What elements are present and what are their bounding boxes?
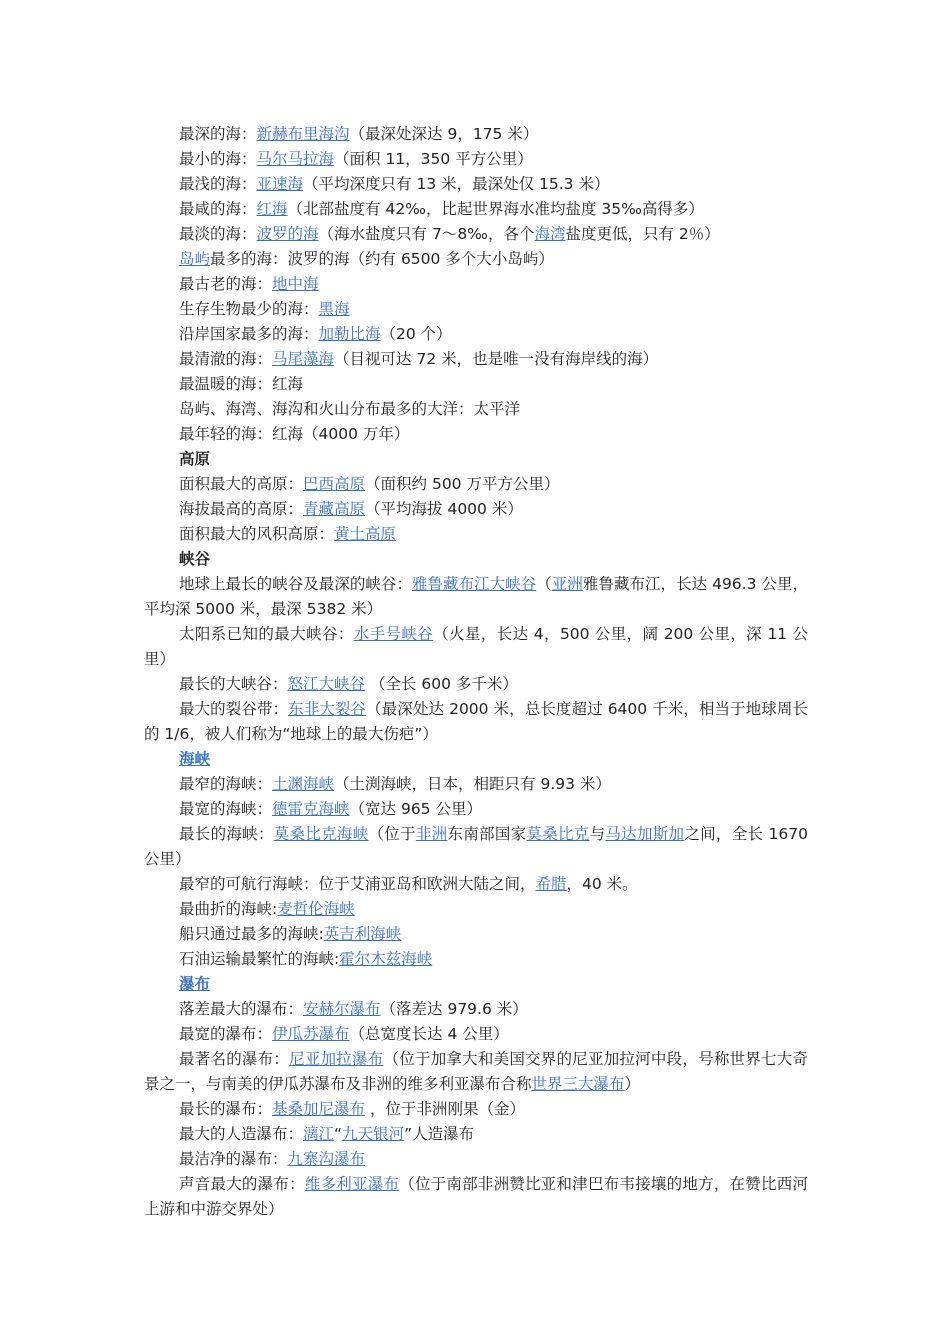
seas-line bbox=[0, 297, 950, 322]
line-text: 东南部国家 bbox=[447, 825, 527, 843]
entry-link[interactable]: 青藏高原 bbox=[303, 500, 366, 518]
entry-link[interactable]: 维多利亚瀑布 bbox=[304, 1175, 400, 1193]
entry-link[interactable]: 麦哲伦海峡 bbox=[277, 900, 355, 918]
seas-line bbox=[0, 222, 950, 247]
entry-link[interactable]: 希腊 bbox=[535, 875, 567, 893]
seas-line bbox=[0, 397, 950, 422]
canyons-line bbox=[0, 672, 950, 697]
line-text: （土渕海峡，日本，相距只有 9.93 米） bbox=[334, 775, 611, 793]
seas-line bbox=[0, 372, 950, 397]
line-text: 石油运输最繁忙的海峡: bbox=[179, 950, 340, 968]
entry-link[interactable]: 莫桑比克海峡 bbox=[273, 825, 369, 843]
straits-line bbox=[0, 797, 950, 822]
line-text: 声音最大的瀑布： bbox=[179, 1175, 305, 1193]
line-text: 最大的裂谷带： bbox=[179, 700, 289, 718]
line-text: （全长 600 多千米） bbox=[365, 675, 518, 693]
document-page bbox=[0, 122, 950, 1222]
line-text: 最曲折的海峡: bbox=[179, 900, 278, 918]
waterfalls-section bbox=[0, 997, 950, 1222]
seas-line bbox=[0, 197, 950, 222]
entry-link[interactable]: 亚洲 bbox=[551, 575, 583, 593]
line-text: 最咸的海： bbox=[179, 200, 257, 218]
line-text: （位于加拿大和美国交界的尼亚加拉河中段，号称世界七大奇景之一，与南美的伊瓜苏瀑布及非洲的维多利亚瀑布合称 bbox=[144, 1050, 808, 1093]
straits-line bbox=[0, 772, 950, 797]
line-text: （20 个） bbox=[380, 325, 452, 343]
seas-line bbox=[0, 422, 950, 447]
entry-link[interactable]: 马尾藻海 bbox=[272, 350, 335, 368]
line-text: 地球上最长的峡谷及最深的峡谷： bbox=[179, 575, 412, 593]
line-text: （面积约 500 万平方公里） bbox=[365, 475, 560, 493]
line-text: 之间，全长 1670 公里） bbox=[144, 825, 808, 868]
entry-link[interactable]: 安赫尔瀑布 bbox=[303, 1000, 381, 1018]
plateaus-line bbox=[0, 522, 950, 547]
waterfalls-line bbox=[0, 1147, 950, 1172]
straits-line bbox=[0, 872, 950, 897]
line-text: 最长的大峡谷： bbox=[179, 675, 288, 693]
entry-link[interactable]: 土渊海峡 bbox=[272, 775, 335, 793]
section-heading-canyon: 峡谷 bbox=[179, 550, 211, 568]
entry-link[interactable]: 岛屿 bbox=[179, 250, 211, 268]
line-text: 最长的海峡： bbox=[179, 825, 274, 843]
seas-line bbox=[0, 272, 950, 297]
seas-line bbox=[0, 147, 950, 172]
line-text: 盐度更低，只有 2％） bbox=[565, 225, 720, 243]
straits-line bbox=[0, 822, 950, 872]
waterfalls-line bbox=[0, 1047, 950, 1097]
section-heading-strait[interactable]: 海峡 bbox=[179, 750, 211, 768]
line-text: （最深处达 2000 米，总长度超过 6400 千米，相当于地球周长的 1/6，被人们称为“地球上的最大伤疤”） bbox=[144, 700, 808, 743]
entry-link[interactable]: 尼亚加拉瀑布 bbox=[289, 1050, 384, 1068]
line-text: 最古老的海： bbox=[179, 275, 273, 293]
straits-line bbox=[0, 897, 950, 922]
line-text: 面积最大的风积高原： bbox=[179, 525, 335, 543]
line-text: 船只通过最多的海峡: bbox=[179, 925, 324, 943]
waterfalls-line bbox=[0, 997, 950, 1022]
canyons-line bbox=[0, 697, 950, 747]
entry-link[interactable]: 漓江 bbox=[303, 1125, 335, 1143]
line-text: （平均深度只有 13 米，最深处仅 15.3 米） bbox=[303, 175, 610, 193]
line-text: 最窄的可航行海峡：位于艾浦亚岛和欧洲大陆之间， bbox=[179, 875, 536, 893]
entry-link[interactable]: 马达加斯加 bbox=[605, 825, 685, 843]
canyons-line bbox=[0, 572, 950, 622]
entry-link[interactable]: 地中海 bbox=[272, 275, 319, 293]
entry-link[interactable]: 红海 bbox=[256, 200, 288, 218]
section-heading-waterfall[interactable]: 瀑布 bbox=[179, 975, 211, 993]
seas-line bbox=[0, 122, 950, 147]
line-text: 最清澈的海： bbox=[179, 350, 273, 368]
canyons-line bbox=[0, 622, 950, 672]
line-text: ） bbox=[624, 1075, 641, 1093]
line-text: （平均海拔 4000 米） bbox=[365, 500, 523, 518]
entry-link[interactable]: 加勒比海 bbox=[318, 325, 381, 343]
entry-link[interactable]: 怒江大峡谷 bbox=[287, 675, 366, 693]
line-text: 太阳系已知的最大峡谷： bbox=[179, 625, 354, 643]
entry-link[interactable]: 伊瓜苏瀑布 bbox=[272, 1025, 350, 1043]
entry-link[interactable]: 雅鲁藏布江大峡谷 bbox=[411, 575, 537, 593]
seas-line bbox=[0, 172, 950, 197]
line-text: 最年轻的海：红海（4000 万年） bbox=[179, 425, 410, 443]
entry-link[interactable]: 霍尔木兹海峡 bbox=[339, 950, 433, 968]
straits-line bbox=[0, 947, 950, 972]
line-text: 雅鲁藏布江，长达 496.3 公里，平均深 5000 米，最深 5382 米） bbox=[144, 575, 808, 618]
line-text: （火星，长达 4，500 公里，阔 200 公里，深 11 公里） bbox=[144, 625, 808, 668]
entry-link[interactable]: 巴西高原 bbox=[303, 475, 366, 493]
line-text: ”人造瀑布 bbox=[404, 1125, 475, 1143]
plateaus-line bbox=[0, 472, 950, 497]
entry-link[interactable]: 九寨沟瀑布 bbox=[287, 1150, 366, 1168]
line-text: 与 bbox=[589, 825, 606, 843]
line-text: 最长的瀑布： bbox=[179, 1100, 273, 1118]
entry-link[interactable]: 水手号峡谷 bbox=[353, 625, 434, 643]
entry-link[interactable]: 东非大裂谷 bbox=[288, 700, 367, 718]
waterfalls-line bbox=[0, 1097, 950, 1122]
entry-link[interactable]: 黄土高原 bbox=[334, 525, 397, 543]
line-text: 最深的海： bbox=[179, 125, 257, 143]
canyons-section bbox=[0, 572, 950, 747]
entry-link[interactable]: 世界三大瀑布 bbox=[531, 1075, 625, 1093]
entry-link[interactable]: 黑海 bbox=[318, 300, 350, 318]
line-text: ，40 米。 bbox=[566, 875, 638, 893]
line-text: 最小的海： bbox=[179, 150, 257, 168]
line-text: 最宽的海峡： bbox=[179, 800, 273, 818]
entry-link[interactable]: 马尔马拉海 bbox=[256, 150, 335, 168]
line-text: （宽达 965 公里） bbox=[349, 800, 482, 818]
entry-link[interactable]: 新赫布里海沟 bbox=[256, 125, 350, 143]
line-text: （ bbox=[536, 575, 552, 593]
entry-link[interactable]: 莫桑比克 bbox=[526, 825, 590, 843]
line-text: 最淡的海： bbox=[179, 225, 257, 243]
line-text: 面积最大的高原： bbox=[179, 475, 304, 493]
line-text: （位于 bbox=[368, 825, 416, 843]
line-text: （最深处深达 9，175 米） bbox=[349, 125, 539, 143]
line-text: ，位于非洲刚果（金） bbox=[365, 1100, 525, 1118]
seas-line bbox=[0, 247, 950, 272]
line-text: 最宽的瀑布： bbox=[179, 1025, 273, 1043]
waterfalls-line bbox=[0, 1122, 950, 1147]
line-text: 落差最大的瀑布： bbox=[179, 1000, 304, 1018]
entry-link[interactable]: 亚速海 bbox=[256, 175, 304, 193]
entry-link[interactable]: 波罗的海 bbox=[256, 225, 319, 243]
straits-line bbox=[0, 922, 950, 947]
line-text: （海水盐度只有 7～8‰，各个 bbox=[318, 225, 535, 243]
plateaus-section bbox=[0, 472, 950, 547]
entry-link[interactable]: 英吉利海峡 bbox=[323, 925, 402, 943]
line-text: 最大的人造瀑布： bbox=[179, 1125, 304, 1143]
line-text: 沿岸国家最多的海： bbox=[179, 325, 319, 343]
entry-link[interactable]: 非洲 bbox=[415, 825, 448, 843]
line-text: 最浅的海： bbox=[179, 175, 257, 193]
line-text: 最温暖的海：红海 bbox=[179, 375, 304, 393]
straits-section bbox=[0, 772, 950, 972]
line-text: 最多的海：波罗的海（约有 6500 多个大小岛屿） bbox=[210, 250, 554, 268]
line-text: （北部盐度有 42‰，比起世界海水准均盐度 35‰高得多） bbox=[287, 200, 704, 218]
line-text: “ bbox=[334, 1125, 343, 1143]
seas-line bbox=[0, 347, 950, 372]
plateaus-line bbox=[0, 497, 950, 522]
entry-link[interactable]: 海湾 bbox=[534, 225, 566, 243]
line-text: （落差达 979.6 米） bbox=[380, 1000, 528, 1018]
line-text: 最著名的瀑布： bbox=[179, 1050, 290, 1068]
seas-line bbox=[0, 322, 950, 347]
waterfalls-line bbox=[0, 1172, 950, 1222]
line-text: （目视可达 72 米，也是唯一没有海岸线的海） bbox=[334, 350, 659, 368]
section-heading-plateau: 高原 bbox=[179, 450, 211, 468]
entry-link[interactable]: 基桑加尼瀑布 bbox=[272, 1100, 366, 1118]
entry-link[interactable]: 九天银河 bbox=[342, 1125, 405, 1143]
line-text: （总宽度长达 4 公里） bbox=[349, 1025, 509, 1043]
line-text: 海拔最高的高原： bbox=[179, 500, 304, 518]
line-text: 岛屿、海湾、海沟和火山分布最多的大洋：太平洋 bbox=[179, 400, 521, 418]
line-text: （位于南部非洲赞比亚和津巴布韦接壤的地方，在赞比西河上游和中游交界处） bbox=[144, 1175, 808, 1218]
seas-section bbox=[0, 122, 950, 447]
entry-link[interactable]: 德雷克海峡 bbox=[272, 800, 350, 818]
line-text: 最洁净的瀑布： bbox=[179, 1150, 288, 1168]
line-text: （面积 11，350 平方公里） bbox=[334, 150, 533, 168]
line-text: 生存生物最少的海： bbox=[179, 300, 319, 318]
line-text: 最窄的海峡： bbox=[179, 775, 273, 793]
waterfalls-line bbox=[0, 1022, 950, 1047]
